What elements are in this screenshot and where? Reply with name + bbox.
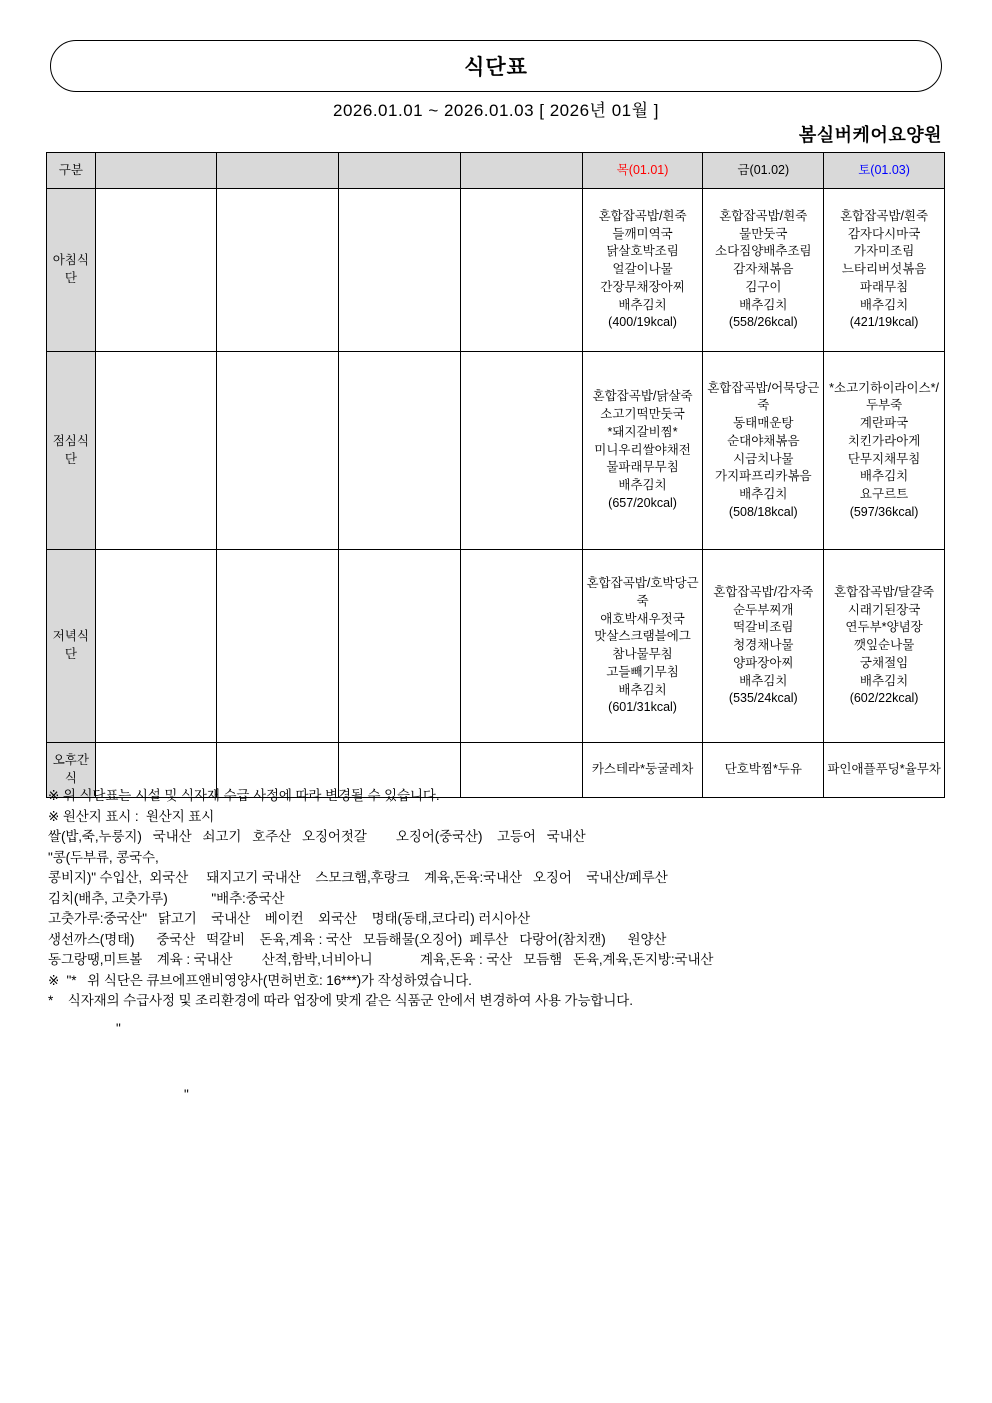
menu-item: 혼합잡곡밥/달걀죽 — [834, 584, 935, 599]
menu-cell — [582, 352, 703, 550]
menu-cell — [703, 352, 824, 550]
menu-cell — [824, 189, 945, 352]
menu-item: 혼합잡곡밥/흰죽 — [840, 208, 929, 223]
table-row — [47, 189, 945, 352]
menu-item: *소고기하이라이스*/두부죽 — [829, 380, 939, 413]
menu-cell-blank-1 — [95, 550, 217, 743]
row-label-3 — [47, 550, 96, 743]
footnote-line: "콩(두부류, 콩국수, — [48, 849, 159, 865]
menu-item: 혼합잡곡밥/흰죽 — [719, 208, 808, 223]
header-cell-blank-1 — [95, 153, 217, 189]
menu-item: 청경채나물 — [733, 638, 794, 653]
table-row — [47, 352, 945, 550]
menu-item: 양파장아찌 — [733, 655, 794, 670]
menu-cell-blank-3 — [339, 550, 461, 743]
menu-item: 미니우리쌀야채전 — [594, 442, 691, 457]
facility-name-label: 봄실버케어요양원 — [798, 125, 942, 145]
row-label-line1: 오후 — [52, 753, 77, 768]
menu-cell-blank-2 — [217, 550, 339, 743]
stray-quote-mark-2: " — [184, 1087, 189, 1102]
menu-item: 가자미조림 — [853, 244, 915, 259]
menu-item: 느타리버섯볶음 — [841, 262, 927, 277]
menu-item: (535/24kcal) — [728, 691, 798, 706]
row-label-1 — [47, 189, 96, 352]
menu-item: 소다짐양배추조림 — [715, 244, 812, 259]
date-range-label: 2026.01.01 ~ 2026.01.03 [ 2026년 01월 ] — [333, 101, 659, 120]
menu-item: 간장무채장아찌 — [600, 279, 685, 294]
menu-item: 배추김치 — [739, 673, 788, 688]
menu-item: 애호박새우젓국 — [600, 611, 685, 626]
menu-item: 감자다시마국 — [847, 226, 921, 241]
menu-item: 단무지채무침 — [847, 451, 921, 466]
menu-item: *돼지갈비찜* — [607, 424, 678, 439]
menu-item: 얼갈이나물 — [612, 262, 673, 277]
menu-item: 순두부찌개 — [733, 602, 794, 617]
row-label-line1: 아침 — [52, 253, 77, 268]
menu-item: (601/31kcal) — [608, 700, 677, 715]
menu-item: 치킨가라아게 — [847, 433, 921, 448]
header-cell-blank-2 — [217, 153, 339, 189]
header-cell-gubun: 구분 — [47, 153, 96, 189]
row-label-line2: 식단 — [64, 253, 89, 285]
row-label-line1: 점심 — [52, 433, 77, 448]
table-header-row — [47, 153, 945, 189]
menu-cell — [824, 352, 945, 550]
footnote-line: 쌀(밥,죽,누룽지) 국내산 쇠고기 호주산 오징어젓갈 오징어(중국산) 고등어 국내산 — [48, 829, 586, 844]
menu-item: 배추김치 — [739, 297, 788, 312]
menu-item: 배추김치 — [859, 469, 909, 484]
footnote-line: 동그랑땡,미트볼 계육 : 국내산 산적,함박,너비아니 계육,돈육 : 국산 모듬햄 돈육,계육,돈지방:국내산 — [48, 952, 714, 967]
menu-item: 혼합잡곡밥/감자죽 — [713, 584, 814, 599]
menu-item: (508/18kcal) — [728, 504, 798, 519]
meal-plan-table — [46, 152, 945, 798]
menu-item: 배추김치 — [859, 297, 909, 312]
menu-item: 김구이 — [745, 279, 782, 294]
title-banner — [50, 40, 942, 92]
row-label-2 — [47, 352, 96, 550]
menu-item: 파래무침 — [859, 279, 909, 294]
row-label-line2: 간식 — [64, 753, 89, 785]
menu-item: 혼합잡곡밥/흰죽 — [598, 208, 687, 223]
menu-item: 배추김치 — [739, 487, 788, 501]
row-label-line1: 저녁 — [52, 629, 77, 644]
menu-cell-blank-4 — [460, 189, 582, 352]
menu-cell-blank-4 — [460, 550, 582, 743]
header-cell-day-2: 금(01.02) — [703, 153, 824, 189]
menu-item: 참나물무침 — [612, 647, 673, 661]
menu-item: 혼합잡곡밥/닭살죽 — [592, 389, 693, 404]
table-row — [47, 550, 945, 743]
menu-item: 계란파국 — [859, 416, 909, 430]
stray-quote-mark-1: " — [116, 1021, 121, 1036]
menu-item: (657/20kcal) — [608, 495, 677, 510]
menu-item: 물파래무무침 — [606, 460, 679, 475]
menu-item: (421/19kcal) — [849, 315, 919, 330]
menu-cell — [703, 189, 824, 352]
footnote-line: 김치(배추, 고춧가루) "배추:중국산 — [48, 890, 285, 906]
menu-item: 닭살호박조림 — [606, 244, 679, 259]
menu-item: 카스테라*둥굴레차 — [591, 762, 694, 777]
menu-cell — [824, 550, 945, 743]
menu-item: 깻잎순나물 — [853, 638, 915, 653]
menu-cell-blank-3 — [339, 189, 461, 352]
menu-item: 단호박찜*두유 — [724, 762, 802, 777]
menu-item: 혼합잡곡밥/어묵당근죽 — [707, 380, 820, 413]
footnote-line: ※ 원산지 표시 : 원산지 표시 — [48, 808, 215, 824]
menu-cell-blank-1 — [95, 189, 217, 352]
menu-item: 배추김치 — [859, 673, 909, 688]
header-cell-day-3: 토(01.03) — [824, 153, 945, 189]
row-label-line2: 식단 — [64, 433, 89, 466]
footnote-line: 콩비지)" 수입산, 외국산 돼지고기 국내산 스모크햄,후랑크 계육,돈육:국내산 오징어 국내산/페루산 — [48, 870, 668, 885]
menu-cell — [582, 189, 703, 352]
footnote-line: 고춧가루:중국산" 닭고기 국내산 베이컨 외국산 명태(동태,코다리) 러시아산 — [48, 911, 531, 926]
menu-item: 소고기떡만둣국 — [600, 407, 685, 422]
menu-item: (597/36kcal) — [849, 504, 919, 519]
footnote-line: ※ 위 식단표는 시설 및 식자재 수급 사정에 따라 변경될 수 있습니다. — [48, 788, 440, 803]
menu-cell — [582, 550, 703, 743]
row-label-line2: 식단 — [64, 629, 89, 661]
menu-item: 배추김치 — [618, 682, 667, 697]
menu-item: (602/22kcal) — [849, 691, 919, 706]
menu-item: 요구르트 — [859, 487, 909, 501]
menu-cell-blank-3 — [339, 352, 461, 550]
menu-item: 궁채절임 — [859, 655, 909, 670]
menu-cell-blank-4 — [460, 352, 582, 550]
menu-cell-blank-2 — [217, 352, 339, 550]
footnote-line: 생선까스(명태) 중국산 떡갈비 돈육,계육 : 국산 모듬해물(오징어) 페루산 다랑어(참치캔) 원양산 — [48, 931, 667, 947]
menu-item: 시금치나물 — [733, 451, 794, 466]
footnotes-block — [48, 786, 958, 1012]
menu-cell-blank-1 — [95, 352, 217, 550]
menu-item: (400/19kcal) — [608, 315, 677, 330]
menu-item: 맛살스크램블에그 — [594, 629, 691, 644]
footnote-line: * 식자재의 수급사정 및 조리환경에 따라 업장에 맞게 같은 식품군 안에서 변경하여 사용 가능합니다. — [48, 993, 633, 1008]
menu-item: 배추김치 — [618, 478, 667, 493]
menu-item: 들깨미역국 — [612, 226, 673, 241]
menu-item: 고들빼기무침 — [606, 664, 679, 679]
menu-item: 파인애플푸딩*율무차 — [827, 762, 941, 777]
menu-cell-blank-2 — [217, 189, 339, 352]
menu-item: 시래기된장국 — [847, 602, 921, 617]
header-cell-blank-3 — [339, 153, 461, 189]
menu-cell — [703, 550, 824, 743]
menu-item: 감자채볶음 — [733, 262, 794, 277]
menu-item: 동태매운탕 — [733, 416, 794, 430]
menu-item: 연두부*양념장 — [845, 620, 923, 635]
menu-item: 가지파프리카볶음 — [715, 469, 812, 484]
footnote-line: ※ "* 위 식단은 큐브에프앤비영양사(면허번호: 16***)가 작성하였습니다. — [48, 972, 472, 988]
header-cell-blank-4 — [460, 153, 582, 189]
menu-item: (558/26kcal) — [728, 315, 798, 330]
menu-item: 떡갈비조림 — [733, 620, 794, 635]
menu-item: 물만둣국 — [739, 226, 788, 241]
page-title: 식단표 — [464, 56, 528, 79]
menu-item: 순대야채볶음 — [727, 433, 800, 448]
menu-item: 혼합잡곡밥/호박당근죽 — [586, 576, 699, 608]
header-cell-day-1: 목(01.01) — [582, 153, 703, 189]
menu-item: 배추김치 — [618, 297, 667, 312]
